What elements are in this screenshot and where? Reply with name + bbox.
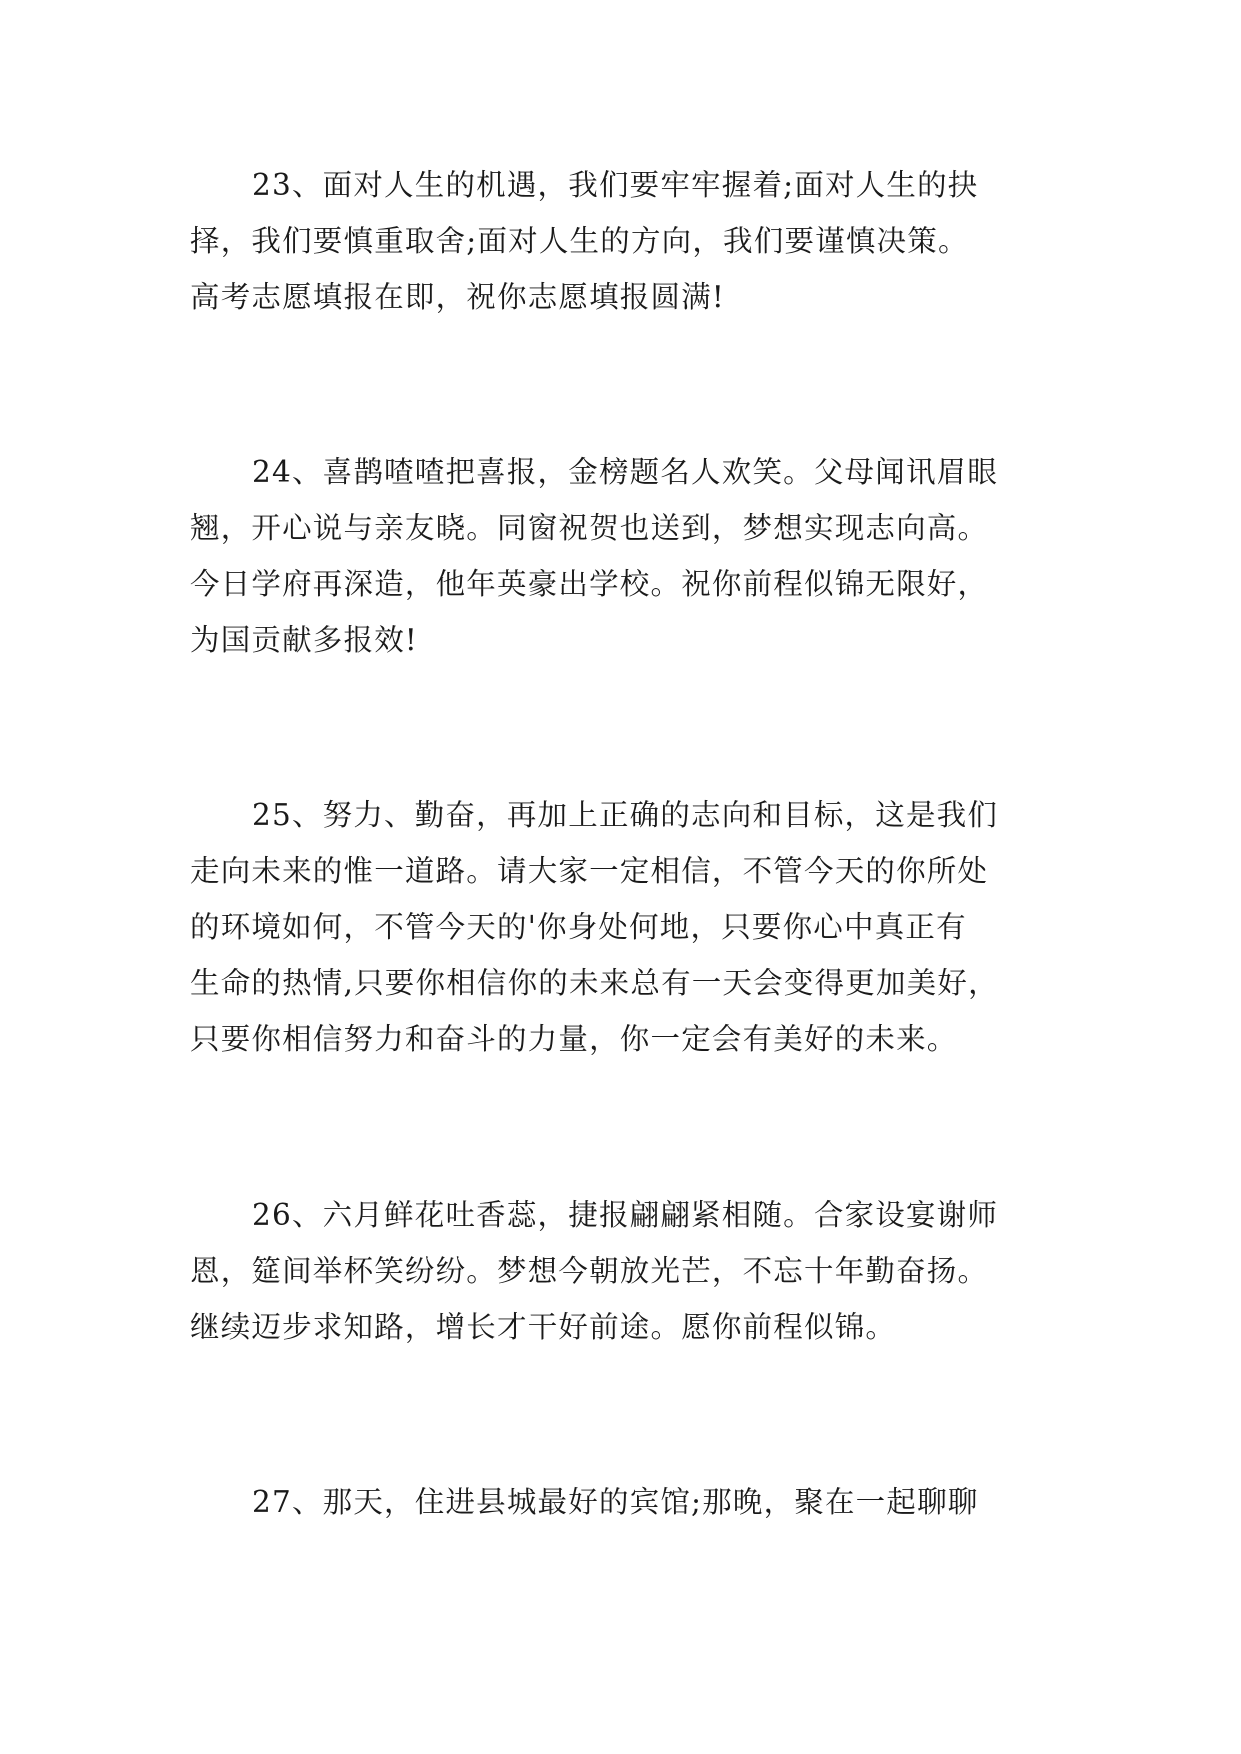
paragraph-line: 26、六月鲜花吐香蕊，捷报翩翩紧相随。合家设宴谢师 (252, 1198, 999, 1232)
paragraph-line: 生命的热情,只要你相信你的未来总有一天会变得更加美好， (190, 966, 999, 1000)
paragraph-line: 择，我们要慎重取舍;面对人生的方向，我们要谨慎决策。 (190, 224, 969, 258)
paragraph-line: 的环境如何，不管今天的'你身处何地，只要你心中真正有 (190, 910, 967, 944)
paragraph-line: 24、喜鹊喳喳把喜报，金榜题名人欢笑。父母闻讯眉眼 (252, 455, 999, 489)
paragraph-line: 今日学府再深造，他年英豪出学校。祝你前程似锦无限好， (190, 567, 989, 601)
paragraph-line: 恩，筵间举杯笑纷纷。梦想今朝放光芒，不忘十年勤奋扬。 (190, 1254, 989, 1288)
paragraph-line: 翘，开心说与亲友晓。同窗祝贺也送到，梦想实现志向高。 (190, 511, 989, 545)
paragraph-line: 为国贡献多报效! (190, 623, 418, 657)
paragraph-line: 走向未来的惟一道路。请大家一定相信，不管今天的你所处 (190, 854, 989, 888)
paragraph-line: 23、面对人生的机遇，我们要牢牢握着;面对人生的抉 (252, 168, 979, 202)
paragraph-line: 27、那天，住进县城最好的宾馆;那晚，聚在一起聊聊 (252, 1485, 979, 1519)
paragraph-line: 25、努力、勤奋，再加上正确的志向和目标，这是我们 (252, 798, 999, 832)
paragraph-line: 继续迈步求知路，增长才干好前途。愿你前程似锦。 (190, 1310, 897, 1344)
paragraph-line: 高考志愿填报在即，祝你志愿填报圆满! (190, 280, 725, 314)
paragraph-line: 只要你相信努力和奋斗的力量，你一定会有美好的未来。 (190, 1022, 958, 1056)
